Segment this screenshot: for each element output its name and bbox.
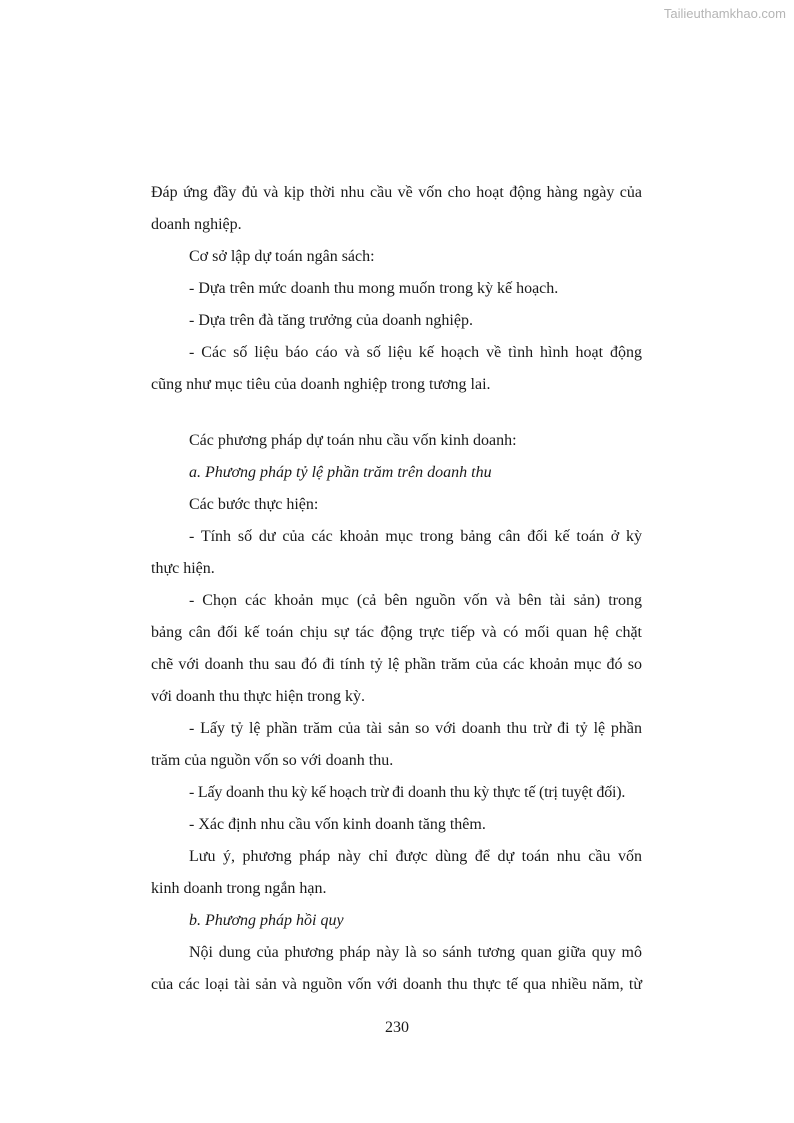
list-item-line: - Chọn các khoản mục (cả bên nguồn vốn và bên tài sản) trong	[189, 592, 642, 609]
paragraph-line: doanh nghiệp.	[151, 216, 242, 233]
list-item: - Lấy doanh thu kỳ kế hoạch trừ đi doanh thu kỳ thực tế (trị tuyệt đối).	[189, 784, 626, 801]
paragraph: Các bước thực hiện:	[189, 496, 319, 513]
paragraph-line: Đáp ứng đầy đủ và kịp thời nhu cầu về vốn cho hoạt động hàng ngày của	[151, 184, 642, 201]
watermark: Tailieuthamkhao.com	[663, 6, 786, 21]
list-item-line: trăm của nguồn vốn so với doanh thu.	[151, 752, 394, 769]
paragraph-line: kinh doanh trong ngắn hạn.	[151, 880, 327, 897]
list-item-line: - Các số liệu báo cáo và số liệu kế hoạch về tình hình hoạt động	[189, 344, 642, 361]
paragraph-line: Nội dung của phương pháp này là so sánh tương quan giữa quy mô	[189, 944, 642, 961]
section-heading: b. Phương pháp hồi quy	[189, 912, 344, 929]
paragraph: Các phương pháp dự toán nhu cầu vốn kinh doanh:	[189, 432, 517, 449]
list-item-line: - Lấy tỷ lệ phần trăm của tài sản so với doanh thu trừ đi tỷ lệ phần	[189, 720, 642, 737]
list-item: - Xác định nhu cầu vốn kinh doanh tăng thêm.	[189, 816, 486, 833]
paragraph: Cơ sở lập dự toán ngân sách:	[189, 248, 375, 265]
list-item-line: thực hiện.	[151, 560, 215, 577]
page-number: 230	[385, 1019, 409, 1036]
list-item-line: cũng như mục tiêu của doanh nghiệp trong tương lai.	[151, 376, 491, 393]
list-item: - Dựa trên đà tăng trưởng của doanh nghiệp.	[189, 312, 473, 329]
paragraph-line: Lưu ý, phương pháp này chỉ được dùng để dự toán nhu cầu vốn	[189, 848, 642, 865]
list-item-line: bảng cân đối kế toán chịu sự tác động trực tiếp và có mối quan hệ chặt	[151, 624, 642, 641]
list-item-line: chẽ với doanh thu sau đó đi tính tỷ lệ phần trăm của các khoản mục đó so	[151, 656, 642, 673]
list-item-line: - Tính số dư của các khoản mục trong bảng cân đối kế toán ở kỳ	[189, 528, 642, 545]
section-heading: a. Phương pháp tỷ lệ phần trăm trên doanh thu	[189, 464, 492, 481]
list-item: - Dựa trên mức doanh thu mong muốn trong kỳ kế hoạch.	[189, 280, 559, 297]
paragraph-line: của các loại tài sản và nguồn vốn với doanh thu thực tế qua nhiều năm, từ	[151, 976, 642, 993]
list-item-line: với doanh thu thực hiện trong kỳ.	[151, 688, 365, 705]
